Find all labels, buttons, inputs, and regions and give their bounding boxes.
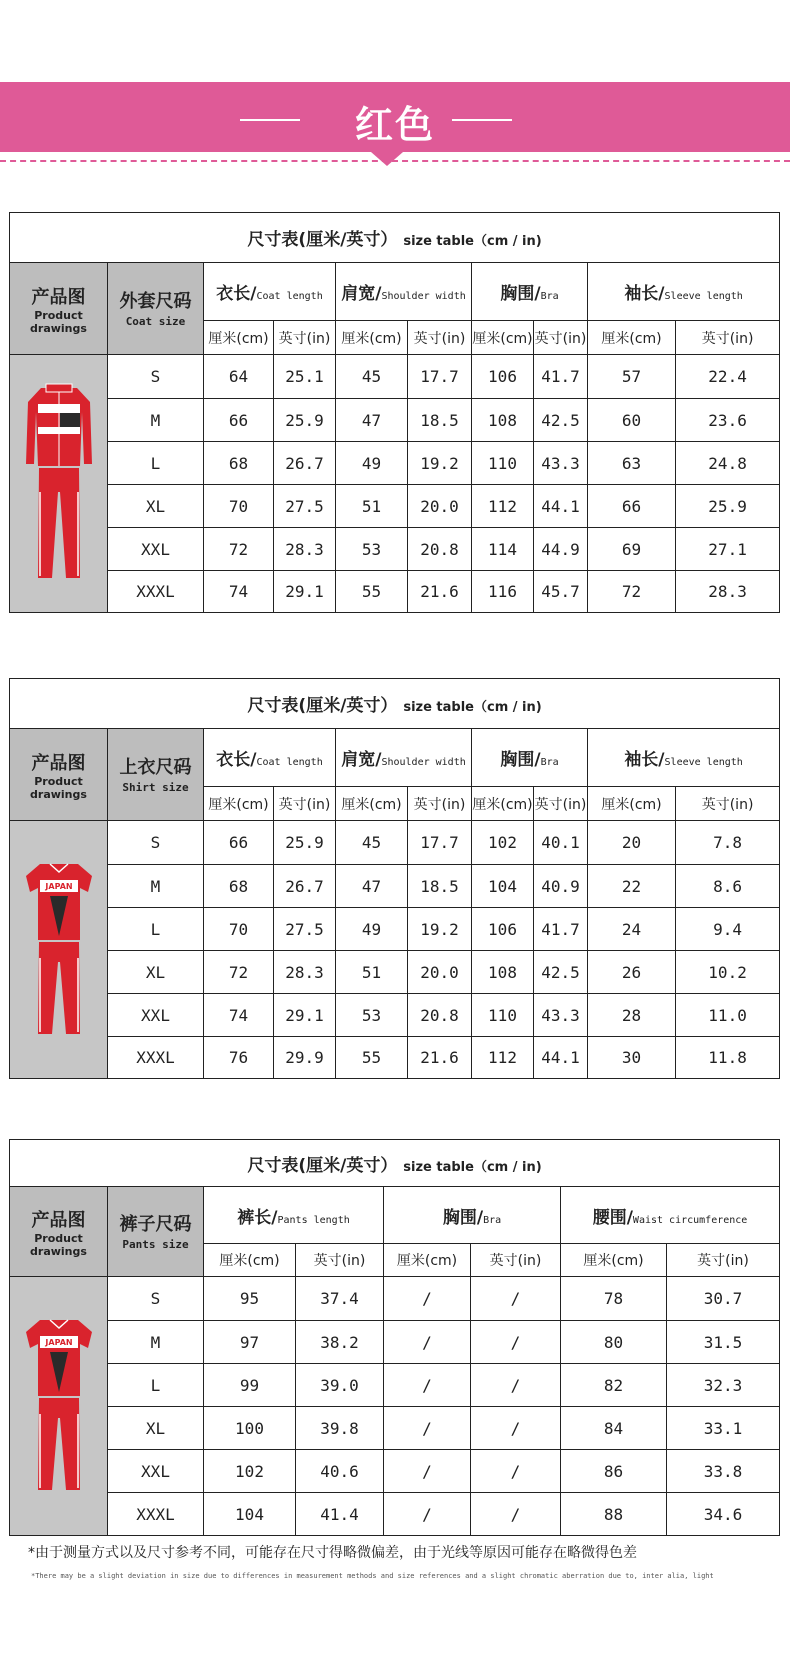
table-cell: 30 [588, 1037, 676, 1079]
column-header-en: Bra [540, 757, 559, 768]
shirt-and-pants-icon [24, 858, 94, 1038]
unit-in: 英寸(in) [274, 787, 336, 821]
column-header-zh: 衣长/ [216, 284, 257, 304]
table-cell: M [108, 399, 204, 442]
column-header-en: Waist circumference [632, 1214, 748, 1226]
caption-en: size table（cm / in) [403, 234, 542, 249]
table-cell: 55 [336, 1037, 408, 1079]
table-cell: 68 [204, 442, 274, 485]
table-cell: S [108, 1277, 204, 1321]
table-cell: 28.3 [676, 571, 780, 613]
table-cell: 102 [472, 821, 534, 865]
table-cell: 72 [588, 571, 676, 613]
table-cell: 74 [204, 994, 274, 1037]
table-cell: 24.8 [676, 442, 780, 485]
table-cell: 66 [204, 399, 274, 442]
disclaimer-zh: *由于测量方式以及尺寸参考不同，可能存在尺寸得略微偏差，由于光线等原因可能存在略微得色差 [28, 1545, 637, 1561]
table-cell: 84 [561, 1407, 667, 1450]
unit-cm: 厘米(cm) [204, 321, 274, 355]
table-cell: 20.8 [408, 994, 472, 1037]
tracksuit-jacket-and-pants-icon [24, 382, 94, 582]
column-header-en: Shoulder width [381, 757, 466, 768]
table-cell: 55 [336, 571, 408, 613]
table-cell: 82 [561, 1364, 667, 1407]
table-cell: 95 [204, 1277, 296, 1321]
table-cell: 41.7 [534, 908, 588, 951]
svg-text:JAPAN: JAPAN [44, 881, 73, 891]
caption-zh: 尺寸表(厘米/英寸） [247, 1155, 398, 1176]
table-cell: 49 [336, 908, 408, 951]
column-header-zh: 胸围/ [500, 284, 541, 304]
table-cell: / [471, 1407, 561, 1450]
table-cell: S [108, 355, 204, 399]
table-cell: 76 [204, 1037, 274, 1079]
column-header-zh: 胸围/ [500, 750, 541, 770]
table-cell: 100 [204, 1407, 296, 1450]
table-cell: XXL [108, 994, 204, 1037]
table-cell: 45 [336, 355, 408, 399]
product-image [10, 355, 108, 613]
size-header-zh: 上衣尺码 [119, 756, 192, 778]
table-cell: 17.7 [408, 355, 472, 399]
coat-size-table [9, 212, 780, 613]
disclaimer-en: *There may be a slight deviation in size due to differences in measurement methods and size references and a slight chromatic aberration due to, inter alia, light [31, 1572, 714, 1580]
column-header-bust [472, 729, 588, 787]
table-caption [10, 1140, 780, 1187]
table-cell: 9.4 [676, 908, 780, 951]
size-header [108, 1187, 204, 1277]
table-cell: 69 [588, 528, 676, 571]
table-cell: 39.0 [296, 1364, 384, 1407]
table-cell: / [471, 1321, 561, 1364]
table-cell: 44.9 [534, 528, 588, 571]
table-cell: 24 [588, 908, 676, 951]
table-cell: 21.6 [408, 1037, 472, 1079]
table-cell: / [471, 1277, 561, 1321]
table-cell: 29.1 [274, 994, 336, 1037]
table-cell: XXXL [108, 1493, 204, 1536]
size-header-en: Shirt size [122, 780, 189, 794]
table-cell: 104 [204, 1493, 296, 1536]
table-cell: 34.6 [667, 1493, 780, 1536]
unit-cm: 厘米(cm) [336, 787, 408, 821]
table-cell: 30.7 [667, 1277, 780, 1321]
shirt-size-table [9, 678, 780, 1079]
table-cell: 102 [204, 1450, 296, 1493]
table-cell: 86 [561, 1450, 667, 1493]
table-cell: 28 [588, 994, 676, 1037]
column-header-shoulder-width [336, 263, 472, 321]
table-cell: 70 [204, 908, 274, 951]
table-cell: 25.9 [274, 821, 336, 865]
unit-in: 英寸(in) [534, 321, 588, 355]
table-cell: 33.8 [667, 1450, 780, 1493]
shirt-and-pants-icon [24, 1314, 94, 1494]
unit-in: 英寸(in) [676, 321, 780, 355]
unit-in: 英寸(in) [296, 1244, 384, 1277]
table-cell: 47 [336, 399, 408, 442]
size-header-zh: 裤子尺码 [119, 1213, 192, 1235]
table-cell: 23.6 [676, 399, 780, 442]
table-cell: 28.3 [274, 528, 336, 571]
table-cell: 31.5 [667, 1321, 780, 1364]
table-cell: 41.4 [296, 1493, 384, 1536]
table-cell: XXL [108, 1450, 204, 1493]
product-header-zh: 产品图 [31, 286, 86, 308]
column-header-zh: 腰围/ [592, 1207, 633, 1228]
table-cell: 20.8 [408, 528, 472, 571]
size-header [108, 729, 204, 821]
column-header-zh: 衣长/ [216, 750, 257, 770]
table-cell: 26 [588, 951, 676, 994]
caption-en: size table（cm / in) [403, 700, 542, 715]
column-header-en: Pants length [277, 1214, 350, 1226]
column-header-bust [472, 263, 588, 321]
table-cell: 19.2 [408, 442, 472, 485]
table-cell: 97 [204, 1321, 296, 1364]
unit-in: 英寸(in) [408, 321, 472, 355]
caption-en: size table（cm / in) [403, 1159, 542, 1175]
table-cell: 66 [588, 485, 676, 528]
table-cell: / [384, 1450, 471, 1493]
table-cell: 57 [588, 355, 676, 399]
column-header-zh: 肩宽/ [341, 750, 382, 770]
column-header-en: Bra [540, 291, 559, 302]
unit-cm: 厘米(cm) [204, 1244, 296, 1277]
column-header-zh: 肩宽/ [341, 284, 382, 304]
table-cell: 21.6 [408, 571, 472, 613]
banner-title: 红色 [354, 103, 435, 147]
table-cell: 40.1 [534, 821, 588, 865]
table-cell: 74 [204, 571, 274, 613]
unit-in: 英寸(in) [471, 1244, 561, 1277]
table-cell: 22.4 [676, 355, 780, 399]
product-header-en: Product drawings [30, 774, 87, 801]
table-cell: 27.5 [274, 485, 336, 528]
table-cell: 33.1 [667, 1407, 780, 1450]
pants-size-table [9, 1139, 780, 1536]
unit-cm: 厘米(cm) [204, 787, 274, 821]
column-header-en: Coat length [256, 757, 323, 768]
table-cell: 112 [472, 485, 534, 528]
table-cell: / [384, 1277, 471, 1321]
column-header-zh: 裤长/ [237, 1207, 278, 1228]
table-cell: 45.7 [534, 571, 588, 613]
table-cell: 66 [204, 821, 274, 865]
table-caption [10, 213, 780, 263]
table-cell: 72 [204, 951, 274, 994]
table-cell: 53 [336, 528, 408, 571]
unit-cm: 厘米(cm) [336, 321, 408, 355]
color-banner [0, 82, 790, 152]
product-header [10, 1187, 108, 1277]
column-header-zh: 袖长/ [624, 284, 665, 304]
table-cell: 44.1 [534, 485, 588, 528]
table-cell: / [384, 1493, 471, 1536]
table-cell: 20 [588, 821, 676, 865]
table-cell: / [384, 1321, 471, 1364]
caption-zh: 尺寸表(厘米/英寸） [247, 230, 398, 250]
product-header [10, 263, 108, 355]
table-cell: 43.3 [534, 994, 588, 1037]
table-cell: XL [108, 951, 204, 994]
table-cell: 114 [472, 528, 534, 571]
size-header-en: Coat size [125, 314, 186, 328]
table-cell: 20.0 [408, 951, 472, 994]
table-cell: / [471, 1450, 561, 1493]
unit-cm: 厘米(cm) [588, 787, 676, 821]
table-cell: 25.9 [274, 399, 336, 442]
svg-text:JAPAN: JAPAN [44, 1338, 73, 1347]
column-header-waist [561, 1187, 780, 1244]
table-cell: 45 [336, 821, 408, 865]
table-cell: 7.8 [676, 821, 780, 865]
table-cell: / [471, 1493, 561, 1536]
table-cell: 40.9 [534, 865, 588, 908]
table-cell: 47 [336, 865, 408, 908]
banner-notch [371, 152, 403, 166]
table-cell: 68 [204, 865, 274, 908]
table-cell: 11.0 [676, 994, 780, 1037]
table-cell: 51 [336, 951, 408, 994]
unit-cm: 厘米(cm) [472, 321, 534, 355]
table-cell: 26.7 [274, 865, 336, 908]
column-header-shoulder-width [336, 729, 472, 787]
table-cell: 10.2 [676, 951, 780, 994]
product-header [10, 729, 108, 821]
table-cell: 42.5 [534, 399, 588, 442]
table-cell: 80 [561, 1321, 667, 1364]
unit-cm: 厘米(cm) [384, 1244, 471, 1277]
column-header-bust [384, 1187, 561, 1244]
column-header-en: Bra [483, 1214, 502, 1226]
table-cell: 40.6 [296, 1450, 384, 1493]
table-cell: L [108, 908, 204, 951]
table-cell: XL [108, 1407, 204, 1450]
column-header-zh: 袖长/ [624, 750, 665, 770]
table-cell: 22 [588, 865, 676, 908]
table-cell: 38.2 [296, 1321, 384, 1364]
column-header-coat-length [204, 263, 336, 321]
size-header [108, 263, 204, 355]
table-cell: 110 [472, 442, 534, 485]
table-cell: 112 [472, 1037, 534, 1079]
unit-in: 英寸(in) [667, 1244, 780, 1277]
unit-cm: 厘米(cm) [588, 321, 676, 355]
table-cell: 104 [472, 865, 534, 908]
column-header-pants-length [204, 1187, 384, 1244]
table-cell: 18.5 [408, 865, 472, 908]
unit-in: 英寸(in) [274, 321, 336, 355]
table-cell: 72 [204, 528, 274, 571]
product-header-zh: 产品图 [31, 752, 86, 774]
table-cell: 70 [204, 485, 274, 528]
banner-dashed-line [0, 160, 790, 162]
table-cell: 108 [472, 951, 534, 994]
column-header-en: Sleeve length [664, 291, 743, 302]
table-cell: 42.5 [534, 951, 588, 994]
table-cell: XXXL [108, 571, 204, 613]
column-header-sleeve-length [588, 729, 780, 787]
column-header-en: Coat length [256, 291, 323, 302]
table-cell: 28.3 [274, 951, 336, 994]
unit-in: 英寸(in) [408, 787, 472, 821]
table-cell: 43.3 [534, 442, 588, 485]
table-cell: 18.5 [408, 399, 472, 442]
column-header-en: Shoulder width [381, 291, 466, 302]
table-cell: / [471, 1364, 561, 1407]
table-cell: 39.8 [296, 1407, 384, 1450]
table-cell: 44.1 [534, 1037, 588, 1079]
table-cell: M [108, 1321, 204, 1364]
product-image [10, 821, 108, 1079]
table-cell: 88 [561, 1493, 667, 1536]
table-cell: S [108, 821, 204, 865]
table-cell: 99 [204, 1364, 296, 1407]
table-cell: L [108, 442, 204, 485]
size-header-zh: 外套尺码 [119, 290, 192, 312]
table-cell: 53 [336, 994, 408, 1037]
table-cell: 27.5 [274, 908, 336, 951]
table-cell: XXXL [108, 1037, 204, 1079]
table-cell: 11.8 [676, 1037, 780, 1079]
unit-in: 英寸(in) [676, 787, 780, 821]
product-header-en: Product drawings [30, 1231, 87, 1258]
banner-right-rule [452, 119, 512, 121]
table-cell: 60 [588, 399, 676, 442]
table-cell: 51 [336, 485, 408, 528]
unit-cm: 厘米(cm) [561, 1244, 667, 1277]
table-cell: 78 [561, 1277, 667, 1321]
table-cell: 17.7 [408, 821, 472, 865]
table-cell: 25.1 [274, 355, 336, 399]
table-cell: 26.7 [274, 442, 336, 485]
table-cell: 49 [336, 442, 408, 485]
table-cell: L [108, 1364, 204, 1407]
table-cell: 106 [472, 355, 534, 399]
table-cell: 41.7 [534, 355, 588, 399]
table-cell: 29.9 [274, 1037, 336, 1079]
table-cell: 25.9 [676, 485, 780, 528]
table-cell: / [384, 1407, 471, 1450]
unit-in: 英寸(in) [534, 787, 588, 821]
table-cell: XL [108, 485, 204, 528]
column-header-sleeve-length [588, 263, 780, 321]
table-cell: M [108, 865, 204, 908]
caption-zh: 尺寸表(厘米/英寸） [247, 696, 398, 716]
product-image [10, 1277, 108, 1536]
table-cell: 27.1 [676, 528, 780, 571]
size-header-en: Pants size [122, 1237, 189, 1251]
table-cell: / [384, 1364, 471, 1407]
column-header-en: Sleeve length [664, 757, 743, 768]
column-header-coat-length [204, 729, 336, 787]
column-header-zh: 胸围/ [442, 1207, 484, 1228]
table-caption [10, 679, 780, 729]
table-cell: 19.2 [408, 908, 472, 951]
table-cell: 106 [472, 908, 534, 951]
table-cell: 110 [472, 994, 534, 1037]
table-cell: 108 [472, 399, 534, 442]
table-cell: 20.0 [408, 485, 472, 528]
table-cell: 32.3 [667, 1364, 780, 1407]
table-cell: 64 [204, 355, 274, 399]
table-cell: 116 [472, 571, 534, 613]
table-cell: XXL [108, 528, 204, 571]
unit-cm: 厘米(cm) [472, 787, 534, 821]
table-cell: 29.1 [274, 571, 336, 613]
table-cell: 8.6 [676, 865, 780, 908]
table-cell: 37.4 [296, 1277, 384, 1321]
product-header-zh: 产品图 [31, 1209, 86, 1231]
table-cell: 63 [588, 442, 676, 485]
product-header-en: Product drawings [30, 308, 87, 335]
